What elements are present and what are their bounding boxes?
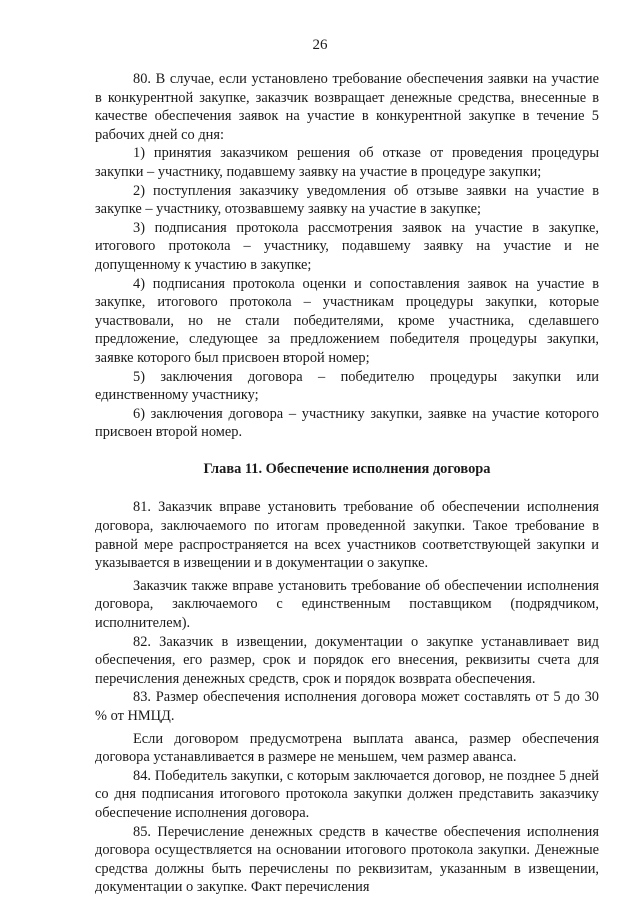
list-item: 1) принятия заказчиком решения об отказе от проведения процедуры закупки – участнику, подавшему заявку на участие в процедуре закупки; [95,145,599,180]
chapter-title: Глава 11. Обеспечение исполнения договора [203,460,491,477]
paragraph-80-intro: 80. В случае, если установлено требование обеспечения заявки на участие в конкурентной закупке, заказчик возвращает денежные средства, внесенные в качестве обеспечения заявок на участие в конкурентной закупке в течение 5 рабочих дней со дня: [95,71,599,143]
paragraph-81: 81. Заказчик вправе установить требование об обеспечении исполнения договора, заключаемого по итогам проведенной закупки. Такое требование в равной мере распространяется на всех участников соответствующей закупки и указывается в извещении и в документации о закупке. [95,499,599,572]
paragraph-83: 83. Размер обеспечения исполнения договора может составлять от 5 до 30 % от НМЦД. [95,689,599,724]
paragraph-82: 82. Заказчик в извещении, документации о закупке устанавливает вид обеспечения, его размер, срок и порядок его внесения, реквизиты счета для перечисления денежных средств, срок и порядок возврата обеспечения. [95,633,599,687]
list-item: 5) заключения договора – победителю процедуры закупки или единственному участнику; [95,368,599,404]
paragraph-83-continued: Если договором предусмотрена выплата аванса, размер обеспечения договора устанавливается в размере не меньшем, чем размер аванса. [95,730,599,766]
paragraph-81-continued: Заказчик также вправе установить требование об обеспечении исполнения договора, заключаемого с единственным поставщиком (подрядчиком, исполнителем). [95,577,599,632]
page-body [95,70,599,897]
paragraph-84: 84. Победитель закупки, с которым заключается договор, не позднее 5 дней со дня подписания итогового протокола закупки должен представить заказчику обеспечение исполнения договора. [95,767,599,821]
list-item: 3) подписания протокола рассмотрения заявок на участие в закупке, итогового протокола – участнику, подавшему заявку на участие и не допущенному к участию в закупке; [95,219,599,273]
list-item: 4) подписания протокола оценки и сопоставления заявок на участие в закупке, итогового протокола – участникам процедуры закупки, которые участвовали, но не стали победителями, кроме участника, сделавшего предложение, следующее за предложением победителя процедуры закупки, заявке которого был присвоен второй номер; [95,275,599,366]
list-item: 2) поступления заказчику уведомления об отзыве заявки на участие в закупке – участнику, отозвавшему заявку на участие в закупке; [95,182,599,218]
list-item: 6) заключения договора – участнику закупки, заявке на участие которого присвоен второй номер. [95,405,599,441]
page-number: 26 [312,37,328,53]
paragraph-85: 85. Перечисление денежных средств в качестве обеспечения исполнения договора осуществляется на основании итогового протокола закупки. Денежные средства должны быть перечислены по реквизитам, указанным в извещении, документации о закупке. Факт перечисления [95,823,599,896]
